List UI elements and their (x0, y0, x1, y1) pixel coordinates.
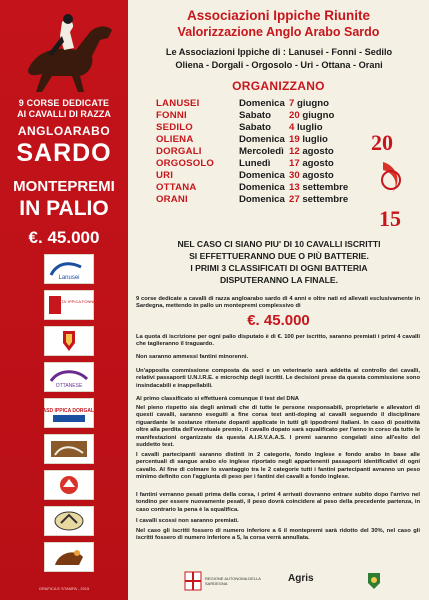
race-month: luglio (297, 122, 323, 133)
associations-intro: Le Associazioni Ippiche di : Lanusei - Fonni - Sedilo (165, 47, 393, 57)
page-subtitle: Valorizzazione Anglo Arabo Sardo (177, 25, 380, 39)
race-place: ORANI (156, 194, 188, 205)
dorgali-logo-icon (44, 398, 94, 428)
race-row (156, 134, 356, 146)
intro-paragraph: 9 corse dedicate a cavalli di razza angloarabo sardo di 4 anni e oltre nati ed allevati esclusivamente in Sardegna, mettendo in pallo un montepremi complessivo di (136, 296, 420, 310)
notice-line3: I PRIMI 3 CLASSIFICATI DI OGNI BATTERIA (190, 263, 368, 273)
sardinia-region-logo (184, 570, 265, 592)
page-title: Associazioni Ippiche Riunite (186, 8, 371, 23)
region-label: REGIONE AUTONOMA DELLA SARDEGNA (205, 576, 261, 586)
heat-notice (138, 238, 420, 286)
race-row (156, 146, 356, 158)
race-month: agosto (302, 146, 334, 157)
race-day-number: 13 (289, 182, 300, 193)
race-date (289, 146, 334, 158)
ottanese-logo-icon (44, 362, 94, 392)
race-place: SEDILO (156, 122, 193, 133)
sidebar (0, 0, 128, 600)
race-date (289, 134, 328, 146)
race-day-number: 4 (289, 122, 295, 133)
oliena-logo-icon (44, 470, 94, 500)
sardinia-flag-icon (184, 571, 202, 591)
sidebar-breed-line2: SARDO (16, 139, 112, 167)
notice-line1: NEL CASO CI SIANO PIU' DI 10 CAVALLI ISCRITTI (177, 239, 381, 249)
race-place: OLIENA (156, 134, 194, 145)
race-day-number: 19 (289, 134, 300, 145)
categories-paragraph: I cavalli partecipanti saranno distinti in 2 categorie, fondo inglese e fondo arabo in base alle percentuali di sangue arabo e/o inglese riportato negli appartenenti passaporti identificativi di ogni cavallo. Al fine di colmare lo svantaggio tra le 2 categorie tutti i fantini partecipanti avranno un peso minimo definito con l'aggiunta di peso per i fantini dei cavalli a fondo inglese. (136, 452, 420, 481)
commission-paragraph: Un'apposita commissione composta da soci e un veterinario sarà addetta al controllo dei cavalli, relativi passaporti U.N.I.R.E. e microchip degli iscritti. Le decisioni prese da questa commissione sono insindacabili e inappellabili. (136, 368, 420, 389)
doping-paragraph: Nel pieno rispetto sia degli animali che di tutte le persone responsabili, proprietarie e allevatori di questi cavalli, saranno eseguiti a fine corsa test anti-doping ai cavalli seguendo il disciplinare riguardante le sostanze ritenute dopanti applicate in tutti gli ippodromi italiani. In caso di positività oltre alla perdita dell'eventuale premio, il cavallo dopato sarà squalificato per l'anno in corso da tutte le manifestazioni organizzate da questa A.I.R.V.A.A.S. I premi saranno congelati sino all'esito del suddetto test. (136, 405, 420, 449)
race-day: Domenica (239, 182, 285, 193)
race-date (289, 194, 348, 206)
fee-paragraph: La quota di iscrizione per ogni palio disputato è di €. 100 per iscritto, saranno premiati i primi 4 cavalli che taglieranno il traguardo. (136, 334, 420, 348)
organize-heading: ORGANIZZANO (232, 79, 325, 93)
ottanese-logo-text: OTTANESE (55, 383, 83, 389)
race-place: ORGOSOLO (156, 158, 215, 169)
race-month: giugno (302, 110, 335, 121)
sedilo-logo-icon (44, 326, 94, 356)
year-2015-logo (361, 122, 421, 232)
race-row (156, 182, 356, 194)
race-day-number: 7 (289, 98, 295, 109)
dna-paragraph: Al primo classificato si effettuerà comunque il test del DNA (136, 396, 299, 402)
race-date (289, 170, 334, 182)
race-date (289, 110, 334, 122)
race-day-number: 12 (289, 146, 300, 157)
race-day-number: 17 (289, 158, 300, 169)
minors-paragraph: Non saranno ammessi fantini minorenni. (136, 354, 249, 360)
lanusei-logo-text: Lanusei (58, 275, 80, 281)
agris-logo: Agris (288, 573, 314, 584)
race-place: LANUSEI (156, 98, 200, 109)
year-logo-left: 20 (371, 130, 393, 155)
race-date (289, 158, 334, 170)
race-month: agosto (302, 170, 334, 181)
race-day: Domenica (239, 194, 285, 205)
orgosolo-logo-icon (44, 434, 94, 464)
year-logo-right: 15 (379, 206, 401, 231)
race-day-number: 30 (289, 170, 300, 181)
race-day: Domenica (239, 170, 285, 181)
race-row (156, 98, 356, 110)
race-row (156, 110, 356, 122)
sidebar-intro-line1: 9 CORSE DEDICATE (18, 98, 110, 108)
uri-logo-icon (44, 506, 94, 536)
sponsor-logos (128, 570, 429, 594)
notice-line2: SI EFFETTUERANNO DUE O PIÙ BATTERIE. (189, 251, 369, 261)
sidebar-prize-amount: €. 45.000 (28, 228, 100, 247)
race-day: Sabato (239, 122, 271, 133)
sidebar-credit: GRAFICA E STAMPA - 2015 (38, 586, 90, 591)
min-entries-paragraph: Nel caso gli iscritti fossero di numero inferiore a 6 il montepremi sarà ridotto del 30%, nel caso gli iscritti fossero di numero inferiore a 5, la corsa verrà annullata. (136, 528, 420, 542)
race-row (156, 158, 356, 170)
race-row (156, 170, 356, 182)
dorgali-logo-text: ASD IPPICA DORGALI (42, 408, 96, 414)
associations-list (138, 46, 420, 72)
sidebar-breed-line1: ANGLOARABO (17, 124, 111, 138)
loose-horses-paragraph: I cavalli scossi non saranno premiati. (136, 518, 239, 524)
race-place: DORGALI (156, 146, 202, 157)
sidebar-prize-line1: MONTEPREMI (13, 178, 115, 195)
race-day-number: 27 (289, 194, 300, 205)
orani-logo-icon (44, 542, 94, 572)
fonni-logo-text: SOCIETA' IPPICA FONNESE (48, 299, 102, 304)
race-day: Mercoledì (239, 146, 284, 157)
race-place: URI (156, 170, 174, 181)
race-month: agosto (302, 158, 334, 169)
race-place: FONNI (156, 110, 187, 121)
race-day: Lunedì (239, 158, 271, 169)
notice-line4: DISPUTERANNO LA FINALE. (219, 275, 339, 285)
associations-rest: Oliena - Dorgali - Orgosolo - Uri - Ottana - Orani (175, 60, 383, 70)
race-month: luglio (302, 134, 328, 145)
race-date (289, 98, 329, 110)
race-day: Sabato (239, 110, 271, 121)
weighing-paragraph: I fantini verranno pesati prima della corsa, i primi 4 arrivati dovranno entrare subito dopo l'arrivo nel tondino per essere nuovamente pesati, il peso dovrà coincidere al peso della precedente partenza, in caso contrario la pena è la squalifica. (136, 492, 420, 513)
race-date (289, 122, 323, 134)
horse-rider-icon (18, 10, 118, 95)
race-day-number: 20 (289, 110, 300, 121)
race-month: giugno (297, 98, 329, 109)
race-month: settembre (302, 194, 349, 205)
race-row (156, 122, 356, 134)
lanusei-logo-icon (44, 254, 94, 284)
sidebar-prize-line2: IN PALIO (19, 197, 109, 220)
race-day: Domenica (239, 98, 285, 109)
fonni-logo-icon (44, 290, 102, 320)
main-content (128, 0, 429, 600)
race-month: settembre (302, 182, 349, 193)
sidebar-intro-line2: AI CAVALLI DI RAZZA (17, 109, 111, 119)
sponsor-crest-icon (366, 570, 382, 592)
race-day: Domenica (239, 134, 285, 145)
race-date (289, 182, 348, 194)
race-place: OTTANA (156, 182, 197, 193)
race-row (156, 194, 356, 206)
prize-amount: €. 45.000 (247, 312, 310, 329)
